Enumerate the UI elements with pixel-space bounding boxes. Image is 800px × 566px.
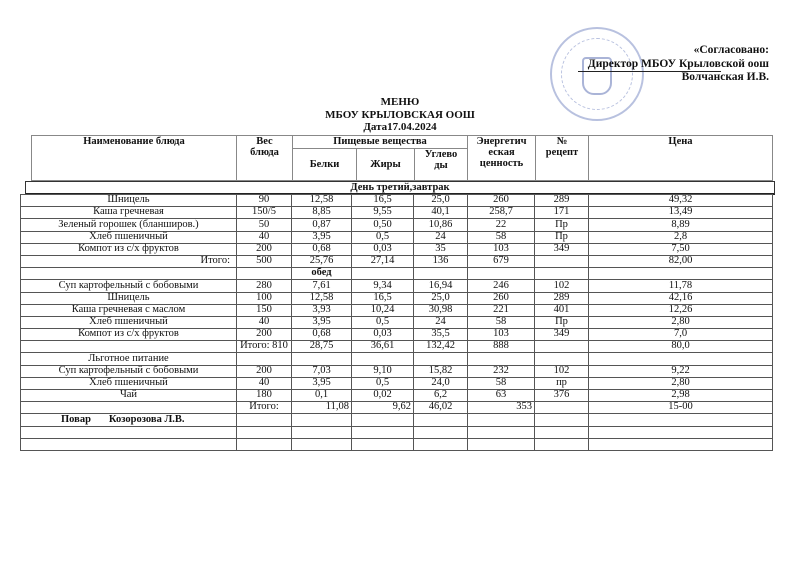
empty-cell — [352, 438, 414, 450]
cell-fat: 10,24 — [352, 304, 414, 316]
cell-fat: 0,03 — [352, 243, 414, 255]
empty-cell — [414, 426, 468, 438]
cell-carbs: 24 — [414, 316, 468, 328]
empty-cell — [237, 438, 292, 450]
school-name: МБОУ КРЫЛОВСКАЯ ООШ — [325, 108, 475, 121]
empty-cell — [292, 353, 352, 365]
cell-protein: 3,95 — [292, 377, 352, 389]
signature-line — [578, 71, 721, 72]
cell-fat: 0,02 — [352, 390, 414, 402]
cell-protein: 8,85 — [292, 207, 352, 219]
empty-cell — [237, 426, 292, 438]
total-carbs: 132,42 — [414, 341, 468, 353]
total-label: Итого: — [21, 255, 237, 267]
total-recipe — [535, 402, 589, 414]
cell-name: Компот из с/х фруктов — [21, 329, 237, 341]
empty-cell — [468, 414, 535, 426]
cell-fat: 0,03 — [352, 329, 414, 341]
cell-protein: 7,03 — [292, 365, 352, 377]
cell-price: 2,98 — [589, 390, 773, 402]
empty-row — [21, 438, 773, 450]
col-energy-header: Энергетич еская ценность — [468, 136, 536, 181]
cell-energy: 221 — [468, 304, 535, 316]
cell-price: 12,26 — [589, 304, 773, 316]
empty-cell — [589, 268, 773, 280]
cell-name: Шницель — [21, 195, 237, 207]
cell-energy: 103 — [468, 329, 535, 341]
cell-name: Шницель — [21, 292, 237, 304]
cell-protein: 3,93 — [292, 304, 352, 316]
cell-energy: 58 — [468, 377, 535, 389]
cell-name: Суп картофельный с бобовыми — [21, 280, 237, 292]
cell-fat: 9,10 — [352, 365, 414, 377]
total-protein: 28,75 — [292, 341, 352, 353]
total-protein: 25,76 — [292, 255, 352, 267]
approval-line-1: «Согласовано: — [693, 44, 769, 56]
cell-weight: 100 — [237, 292, 292, 304]
cell-price: 9,22 — [589, 365, 773, 377]
cell-energy: 103 — [468, 243, 535, 255]
cell-carbs: 25,0 — [414, 195, 468, 207]
cell-name: Хлеб пшеничный — [21, 377, 237, 389]
cell-recipe: Пр — [535, 316, 589, 328]
col-carbs-header: Углево ды — [415, 149, 468, 181]
cell-fat: 0,5 — [352, 377, 414, 389]
menu-table-body — [20, 194, 773, 451]
cell-weight: 200 — [237, 243, 292, 255]
cell-name: Хлеб пшеничный — [21, 231, 237, 243]
approval-block — [588, 44, 769, 85]
cell-price: 2,80 — [589, 316, 773, 328]
cell-weight: 90 — [237, 195, 292, 207]
total-price: 15-00 — [589, 402, 773, 414]
empty-cell — [292, 438, 352, 450]
cell-name: Каша гречневая с маслом — [21, 304, 237, 316]
total-carbs: 136 — [414, 255, 468, 267]
col-price-header: Цена — [589, 136, 773, 181]
benefit-item-row — [21, 390, 773, 402]
cell-carbs: 6,2 — [414, 390, 468, 402]
cell-carbs: 30,98 — [414, 304, 468, 316]
cell-fat: 9,34 — [352, 280, 414, 292]
empty-cell — [21, 438, 237, 450]
empty-cell — [589, 414, 773, 426]
cell-energy: 260 — [468, 292, 535, 304]
cell-price: 13,49 — [589, 207, 773, 219]
lunch-total-row — [21, 341, 773, 353]
benefit-section-label: Льготное питание — [21, 353, 237, 365]
empty-cell — [21, 426, 237, 438]
cell-weight: 40 — [237, 316, 292, 328]
lunch-section-label: обед — [292, 268, 352, 280]
lunch-item-row — [21, 292, 773, 304]
total-price: 80,0 — [589, 341, 773, 353]
empty-cell — [468, 438, 535, 450]
lunch-item-row — [21, 280, 773, 292]
cell-carbs: 25,0 — [414, 292, 468, 304]
total-fat: 9,62 — [352, 402, 414, 414]
breakfast-item-row — [21, 231, 773, 243]
empty-cell — [292, 426, 352, 438]
benefit-item-row — [21, 377, 773, 389]
day-section-label: День третий,завтрак — [25, 181, 775, 195]
col-recipe-header: № рецепт — [536, 136, 589, 181]
cell-energy: 58 — [468, 231, 535, 243]
cell-weight: 200 — [237, 365, 292, 377]
total-recipe — [535, 341, 589, 353]
cell-energy: 63 — [468, 390, 535, 402]
cell-carbs: 35,5 — [414, 329, 468, 341]
cell-weight: 280 — [237, 280, 292, 292]
cell-weight: 50 — [237, 219, 292, 231]
cell-protein: 0,87 — [292, 219, 352, 231]
breakfast-item-row — [21, 207, 773, 219]
cell-fat: 0,50 — [352, 219, 414, 231]
col-nutrients-header: Пищевые вещества — [293, 136, 468, 149]
total-energy: 679 — [468, 255, 535, 267]
cell-fat: 9,55 — [352, 207, 414, 219]
breakfast-item-row — [21, 243, 773, 255]
empty-cell — [414, 353, 468, 365]
empty-cell — [21, 402, 237, 414]
cell-price: 2,80 — [589, 377, 773, 389]
empty-cell — [589, 438, 773, 450]
cell-carbs: 10,86 — [414, 219, 468, 231]
cell-protein: 7,61 — [292, 280, 352, 292]
empty-cell — [352, 426, 414, 438]
empty-cell — [414, 438, 468, 450]
lunch-item-row — [21, 304, 773, 316]
approval-line-2: Директор МБОУ Крыловской оош — [587, 57, 769, 70]
cell-protein: 12,58 — [292, 292, 352, 304]
empty-cell — [535, 353, 589, 365]
cook-row — [21, 414, 773, 426]
col-fat-header: Жиры — [357, 149, 415, 181]
cell-recipe: 102 — [535, 365, 589, 377]
cell-price: 11,78 — [589, 280, 773, 292]
cell-protein: 3,95 — [292, 316, 352, 328]
empty-cell — [414, 268, 468, 280]
cell-weight: 200 — [237, 329, 292, 341]
cell-name: Чай — [21, 390, 237, 402]
empty-cell — [237, 414, 292, 426]
empty-cell — [352, 414, 414, 426]
cell-energy: 246 — [468, 280, 535, 292]
cook-signature — [21, 414, 237, 426]
cell-protein: 0,1 — [292, 390, 352, 402]
cell-recipe: 376 — [535, 390, 589, 402]
cell-carbs: 40,1 — [414, 207, 468, 219]
cell-protein: 3,95 — [292, 231, 352, 243]
empty-cell — [535, 426, 589, 438]
cell-price: 8,89 — [589, 219, 773, 231]
cell-price: 49,32 — [589, 195, 773, 207]
cell-protein: 0,68 — [292, 329, 352, 341]
total-energy: 353 — [468, 402, 535, 414]
cell-name: Каша гречневая — [21, 207, 237, 219]
cell-fat: 0,5 — [352, 316, 414, 328]
breakfast-total-row — [21, 255, 773, 267]
col-weight-header: Вес блюда — [237, 136, 293, 181]
cell-recipe: Пр — [535, 219, 589, 231]
lunch-item-row — [21, 329, 773, 341]
total-price: 82,00 — [589, 255, 773, 267]
empty-cell — [352, 353, 414, 365]
cell-weight: 150/5 — [237, 207, 292, 219]
total-weight: Итого: 810 — [237, 341, 292, 353]
total-weight: 500 — [237, 255, 292, 267]
benefit-section-row — [21, 353, 773, 365]
cell-fat: 16,5 — [352, 292, 414, 304]
cell-weight: 150 — [237, 304, 292, 316]
cell-energy: 22 — [468, 219, 535, 231]
cell-carbs: 24 — [414, 231, 468, 243]
menu-title: МЕНЮ — [380, 96, 420, 108]
cell-name: Компот из с/х фруктов — [21, 243, 237, 255]
col-protein-header: Белки — [293, 149, 357, 181]
cell-name: Хлеб пшеничный — [21, 316, 237, 328]
empty-cell — [292, 414, 352, 426]
empty-cell — [535, 438, 589, 450]
empty-cell — [237, 353, 292, 365]
cell-energy: 232 — [468, 365, 535, 377]
breakfast-item-row — [21, 195, 773, 207]
cell-weight: 180 — [237, 390, 292, 402]
empty-cell — [589, 353, 773, 365]
cell-energy: 58 — [468, 316, 535, 328]
cell-name: Суп картофельный с бобовыми — [21, 365, 237, 377]
total-fat: 36,61 — [352, 341, 414, 353]
total-carbs: 46,02 — [414, 402, 468, 414]
empty-cell — [468, 426, 535, 438]
empty-cell — [468, 268, 535, 280]
document-title-block — [300, 96, 500, 134]
total-protein: 11,08 — [292, 402, 352, 414]
total-weight: Итого: — [237, 402, 292, 414]
cell-fat: 16,5 — [352, 195, 414, 207]
cell-recipe: 349 — [535, 243, 589, 255]
cell-weight: 40 — [237, 231, 292, 243]
cell-fat: 0,5 — [352, 231, 414, 243]
cell-protein: 0,68 — [292, 243, 352, 255]
empty-cell — [237, 268, 292, 280]
cell-recipe: пр — [535, 377, 589, 389]
cell-recipe: Пр — [535, 231, 589, 243]
cell-carbs: 35 — [414, 243, 468, 255]
empty-cell — [468, 353, 535, 365]
cell-protein: 12,58 — [292, 195, 352, 207]
cook-role: Повар — [61, 413, 91, 425]
breakfast-item-row — [21, 219, 773, 231]
cell-recipe: 171 — [535, 207, 589, 219]
cell-price: 2,8 — [589, 231, 773, 243]
cell-weight: 40 — [237, 377, 292, 389]
empty-cell — [21, 268, 237, 280]
total-energy: 888 — [468, 341, 535, 353]
cell-price: 42,16 — [589, 292, 773, 304]
empty-cell — [535, 414, 589, 426]
cell-name: Зеленый горошек (бланширов.) — [21, 219, 237, 231]
cell-carbs: 16,94 — [414, 280, 468, 292]
cell-recipe: 102 — [535, 280, 589, 292]
empty-cell — [21, 341, 237, 353]
menu-date: Дата17.04.2024 — [363, 121, 437, 133]
benefit-item-row — [21, 365, 773, 377]
cell-energy: 260 — [468, 195, 535, 207]
lunch-item-row — [21, 316, 773, 328]
empty-cell — [352, 268, 414, 280]
empty-cell — [589, 426, 773, 438]
cell-price: 7,0 — [589, 329, 773, 341]
approval-line-3: Волчанская И.В. — [681, 71, 769, 83]
total-recipe — [535, 255, 589, 267]
col-name-header: Наименование блюда — [32, 136, 237, 181]
cell-recipe: 289 — [535, 292, 589, 304]
menu-table-header — [31, 135, 773, 181]
empty-row — [21, 426, 773, 438]
cell-energy: 258,7 — [468, 207, 535, 219]
lunch-section-row — [21, 268, 773, 280]
cook-name: Козорозова Л.В. — [108, 413, 185, 425]
empty-cell — [535, 268, 589, 280]
total-fat: 27,14 — [352, 255, 414, 267]
cell-carbs: 24,0 — [414, 377, 468, 389]
cell-recipe: 289 — [535, 195, 589, 207]
cell-price: 7,50 — [589, 243, 773, 255]
benefit-total-row — [21, 402, 773, 414]
cell-recipe: 401 — [535, 304, 589, 316]
cell-carbs: 15,82 — [414, 365, 468, 377]
cell-recipe: 349 — [535, 329, 589, 341]
empty-cell — [414, 414, 468, 426]
